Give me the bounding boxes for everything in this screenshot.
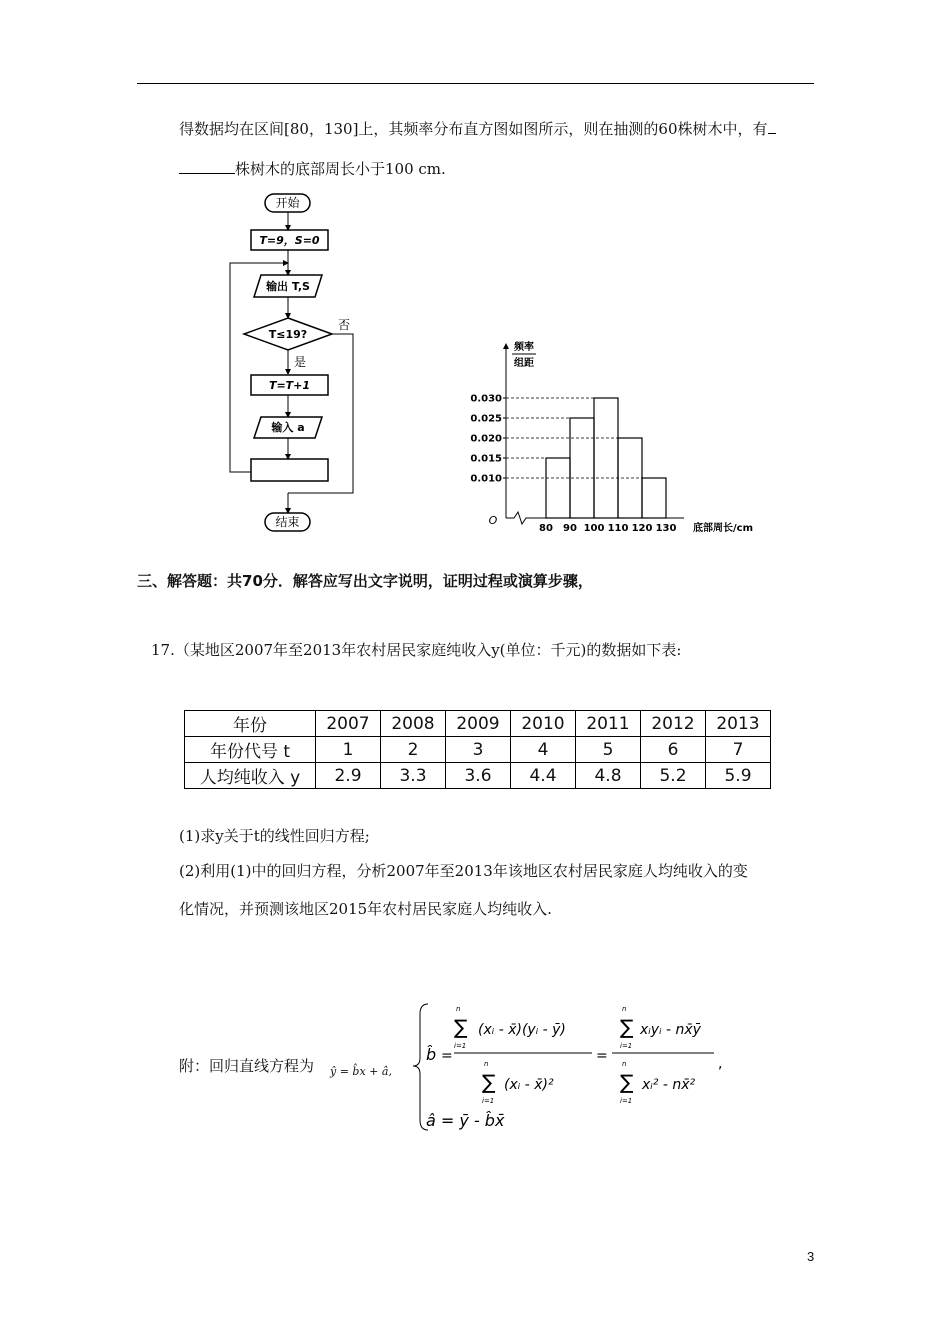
table-row xyxy=(185,737,771,763)
denominator-1: (xᵢ - x̄)² xyxy=(504,1077,554,1093)
sum-lower-i: i=1 xyxy=(454,1042,467,1050)
flow-increment: T=T+1 xyxy=(268,379,311,392)
table-cell: 2011 xyxy=(576,711,641,737)
q17-part2-line2: 化情况，并预测该地区2015年农村居民家庭人均纯收入. xyxy=(179,900,552,918)
table-cell: 2010 xyxy=(511,711,576,737)
sum-lower-i: i=1 xyxy=(620,1042,633,1050)
table-cell: 1 xyxy=(316,737,381,763)
denominator-2: xᵢ² - nx̄² xyxy=(642,1077,696,1093)
q17-intro: 17.（某地区2007年至2013年农村居民家庭纯收入y(单位：千元)的数据如下表: xyxy=(151,641,682,659)
y-tick-label: 0.030 xyxy=(470,393,502,405)
x-tick-label: 110 xyxy=(607,523,629,534)
table-cell: 2013 xyxy=(706,711,771,737)
sum-lower-i: i=1 xyxy=(620,1097,633,1105)
table-row xyxy=(185,763,771,789)
header-rule xyxy=(137,83,814,84)
income-table xyxy=(184,710,771,789)
flow-start: 开始 xyxy=(275,196,300,210)
numerator-1: (xᵢ - x̄)(yᵢ - ȳ) xyxy=(478,1022,566,1038)
x-axis-label: 底部周长/cm xyxy=(693,523,753,534)
flow-input: 输入 a xyxy=(271,421,305,434)
sum-sign: ∑ xyxy=(454,1015,468,1039)
section-heading: 三、解答题：共70分．解答应写出文字说明，证明过程或演算步骤， xyxy=(137,572,593,590)
flowchart xyxy=(220,188,370,540)
numerator-2: xᵢyᵢ - nx̄ȳ xyxy=(640,1022,701,1038)
table-cell: 2009 xyxy=(446,711,511,737)
y-tick-label: 0.025 xyxy=(470,413,502,425)
sum-upper-n: n xyxy=(456,1005,461,1013)
formula-eq-2: = xyxy=(596,1048,608,1064)
table-cell: 2007 xyxy=(316,711,381,737)
table-cell: 2.9 xyxy=(316,763,381,789)
histogram-bar xyxy=(546,458,570,518)
formula-comma: , xyxy=(718,1056,723,1072)
answer-blank-tail xyxy=(768,119,776,134)
x-tick-label: 100 xyxy=(583,523,605,534)
regression-equation: ŷ = b̂x + â, xyxy=(330,1065,392,1078)
table-cell: 3.3 xyxy=(381,763,446,789)
table-row xyxy=(185,711,771,737)
q16-line2: 株树木的底部周长小于100 cm. xyxy=(179,158,446,179)
table-row-header: 年份 xyxy=(185,711,316,737)
table-row-header: 年份代号 t xyxy=(185,737,316,763)
table-cell: 4.8 xyxy=(576,763,641,789)
table-cell: 4 xyxy=(511,737,576,763)
x-tick-label: 90 xyxy=(563,523,577,534)
table-cell: 5.9 xyxy=(706,763,771,789)
histogram-bar xyxy=(594,398,618,518)
formula-eq-1: = xyxy=(441,1048,453,1064)
answer-blank xyxy=(179,159,235,174)
flow-condition: T≤19? xyxy=(268,328,308,341)
q17-part2-line1: (2)利用(1)中的回归方程，分析2007年至2013年该地区农村居民家庭人均纯收入的变 xyxy=(179,862,748,880)
flow-no-label: 否 xyxy=(338,318,351,332)
flow-yes-label: 是 xyxy=(294,355,307,369)
sum-sign: ∑ xyxy=(620,1070,634,1094)
regression-formula xyxy=(410,1000,730,1135)
table-row-header: 人均纯收入 y xyxy=(185,763,316,789)
table-cell: 5 xyxy=(576,737,641,763)
b-hat: b̂ xyxy=(426,1045,437,1064)
table-cell: 3.6 xyxy=(446,763,511,789)
y-tick-label: 0.010 xyxy=(470,473,502,485)
flow-output: 输出 T,S xyxy=(266,280,310,293)
table-cell: 2012 xyxy=(641,711,706,737)
sum-sign: ∑ xyxy=(620,1015,634,1039)
x-tick-label: 130 xyxy=(655,523,677,534)
q17-part1: (1)求y关于t的线性回归方程; xyxy=(179,827,370,845)
flow-empty-box xyxy=(251,459,328,481)
y-tick-label: 0.015 xyxy=(470,453,502,465)
sum-lower-i: i=1 xyxy=(482,1097,495,1105)
y-label-top: 频率 xyxy=(514,342,534,353)
q16-line1: 得数据均在区间[80，130]上，其频率分布直方图如图所示，则在抽测的60株树木中，有 xyxy=(179,118,776,139)
table-cell: 7 xyxy=(706,737,771,763)
y-tick-label: 0.020 xyxy=(470,433,502,445)
flow-end: 结束 xyxy=(275,515,300,529)
x-tick-label: 120 xyxy=(631,523,653,534)
flow-init: T=9，S=0 xyxy=(259,234,320,247)
table-cell: 5.2 xyxy=(641,763,706,789)
x-tick-label: 80 xyxy=(539,523,553,534)
page-number: 3 xyxy=(807,1249,815,1264)
table-cell: 4.4 xyxy=(511,763,576,789)
frequency-histogram xyxy=(462,336,762,536)
a-hat-formula: â = ȳ - b̂x̄ xyxy=(426,1111,505,1130)
y-label-bottom: 组距 xyxy=(514,358,534,369)
sum-sign: ∑ xyxy=(482,1070,496,1094)
histogram-bar xyxy=(570,418,594,518)
table-cell: 2 xyxy=(381,737,446,763)
sum-upper-n: n xyxy=(622,1060,627,1068)
sum-upper-n: n xyxy=(622,1005,627,1013)
table-cell: 2008 xyxy=(381,711,446,737)
sum-upper-n: n xyxy=(484,1060,489,1068)
origin-label: O xyxy=(488,514,498,527)
table-cell: 6 xyxy=(641,737,706,763)
appendix-label: 附：回归直线方程为 xyxy=(179,1057,315,1075)
histogram-bar xyxy=(642,478,666,518)
table-cell: 3 xyxy=(446,737,511,763)
